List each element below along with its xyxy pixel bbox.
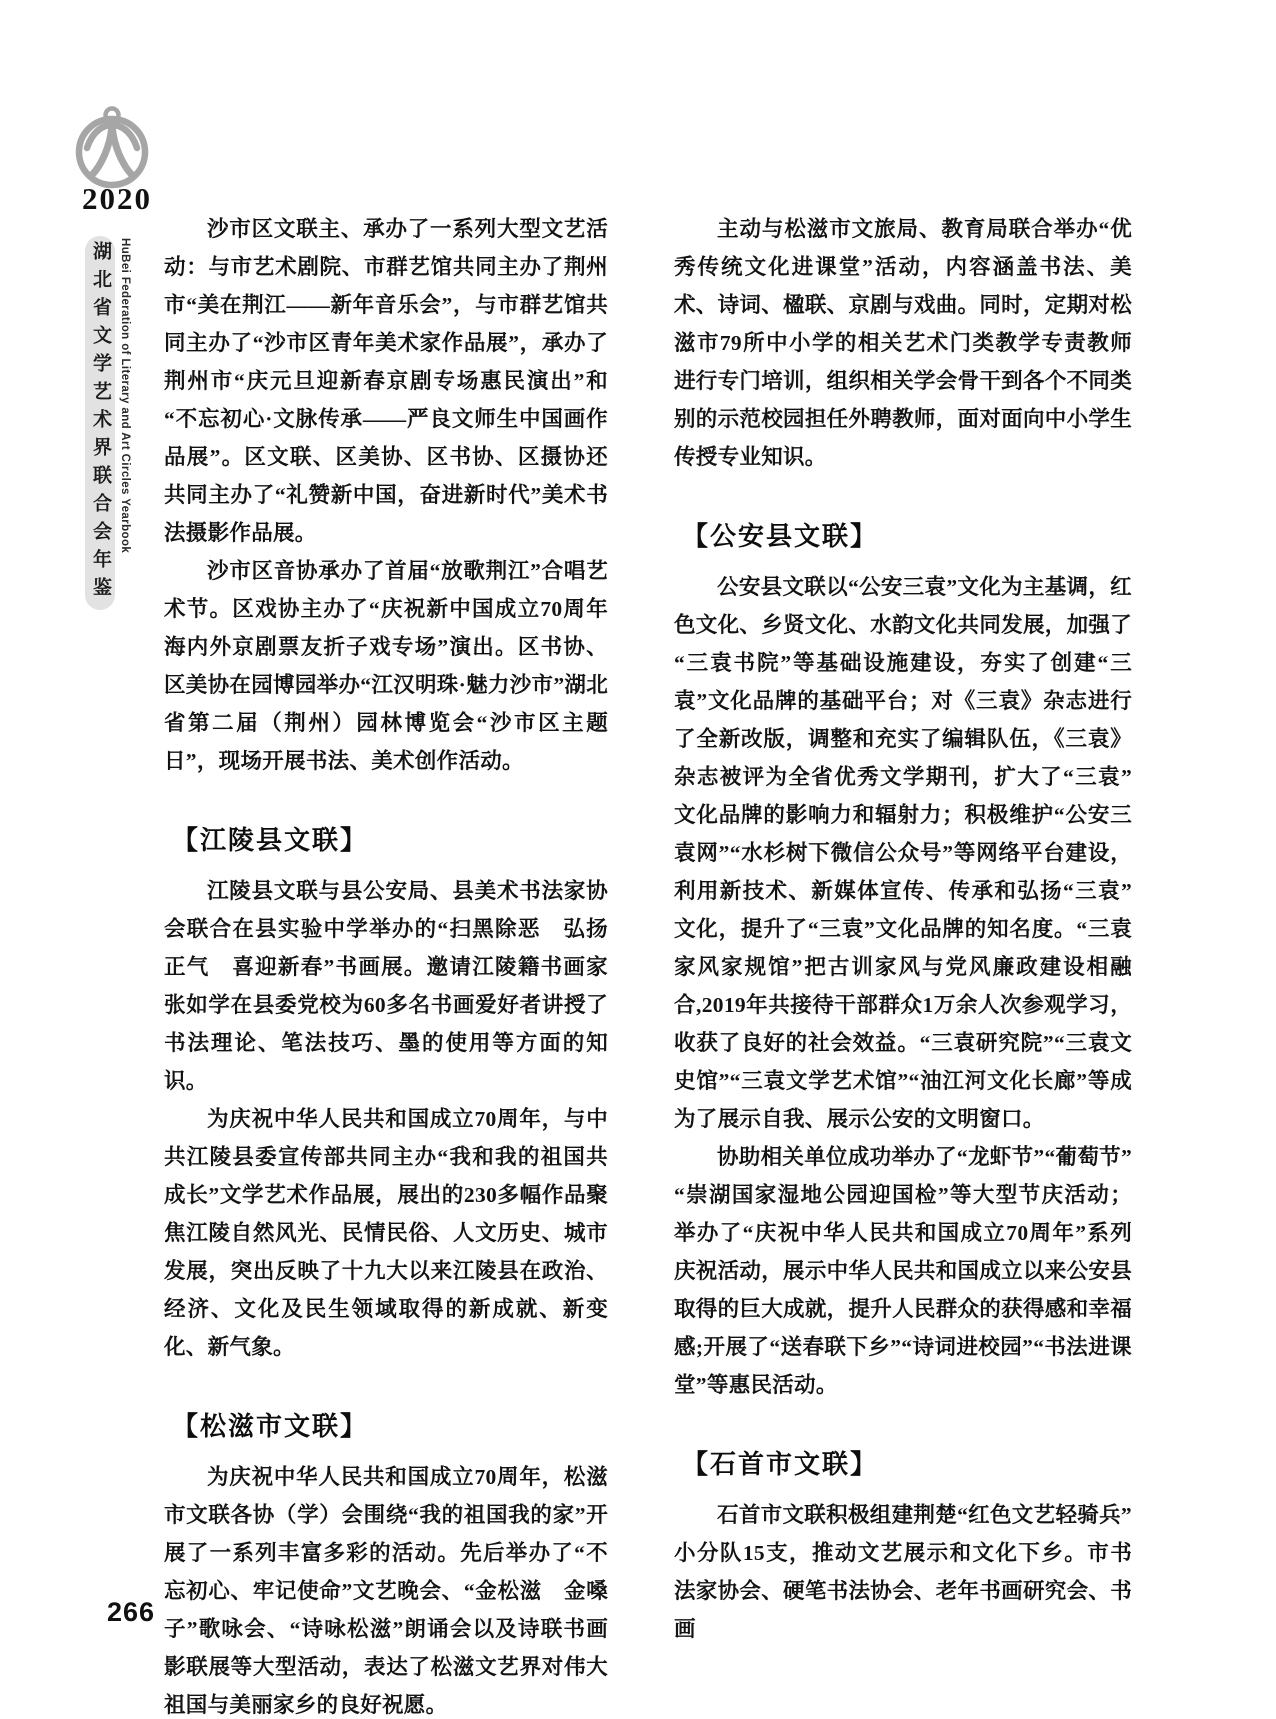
body-paragraph: 公安县文联以“公安三袁”文化为主基调，红色文化、乡贤文化、水韵文化共同发展，加强了“三袁书院”等基础设施建设，夯实了创建“三袁”文化品牌的基础平台；对《三袁》杂志进行了全新改版，调整和充实了编辑队伍，《三袁》杂志被评为全省优秀文学期刊，扩大了“三袁”文化品牌的影响力和辐射力；积极维护“公安三袁网”“水杉树下微信公众号”等网络平台建设，利用新技术、新媒体宣传、传承和弘扬“三袁”文化，提升了“三袁”文化品牌的知名度。“三袁家风家规馆”把古训家风与党风廉政建设相融合,2019年共接待干部群众1万余人次参观学习，收获了良好的社会效益。“三袁研究院”“三袁文史馆”“三袁文学艺术馆”“油江河文化长廊”等成为了展示自我、展示公安的文明窗口。	[674, 575, 1132, 1131]
body-paragraph: 协助相关单位成功举办了“龙虾节”“葡萄节”“崇湖国家湿地公园迎国检”等大型节庆活动；举办了“庆祝中华人民共和国成立70周年”系列庆祝活动，展示中华人民共和国成立以来公安县取得的巨大成就，提升人民群众的获得感和幸福感;开展了“送春联下乡”“诗词进校园”“书法进课堂”等惠民活动。	[674, 1145, 1132, 1397]
body-paragraph: 石首市文联积极组建荆楚“红色文艺轻骑兵”小分队15支，推动文艺展示和文化下乡。市书法家协会、硬笔书法协会、老年书画研究会、书画	[674, 1503, 1132, 1641]
sidebar-title-english: HuBei Federation of Literary and Art Circles Yearbook	[119, 238, 131, 554]
page-number: 266	[107, 1597, 156, 1627]
sidebar-title-chinese: 湖北省文学艺术界联合会年鉴	[90, 241, 111, 605]
right-column	[674, 210, 1132, 1648]
section-heading-shishou: 【石首市文联】	[682, 1449, 879, 1479]
edition-year: 2020	[82, 181, 152, 216]
body-paragraph: 江陵县文联与县公安局、县美术书法家协会联合在县实验中学举办的“扫黑除恶 弘扬正气 喜迎新春”书画展。邀请江陵籍书画家张如学在县委党校为60多名书画爱好者讲授了书法理论、笔法技巧、墨的使用等方面的知识。	[164, 879, 608, 1093]
body-paragraph: 沙市区文联主、承办了一系列大型文艺活动：与市艺术剧院、市群艺馆共同主办了荆州市“美在荆江——新年音乐会”，与市群艺馆共同主办了“沙市区青年美术家作品展”，承办了荆州市“庆元旦迎新春京剧专场惠民演出”和“不忘初心·文脉传承——严良文师生中国画作品展”。区文联、区美协、区书协、区摄协还共同主办了“礼赞新中国，奋进新时代”美术书法摄影作品展。	[164, 217, 608, 545]
left-column	[164, 210, 608, 1719]
body-paragraph: 为庆祝中华人民共和国成立70周年，松滋市文联各协（学）会围绕“我的祖国我的家”开展了一系列丰富多彩的活动。先后举办了“不忘初心、牢记使命”文艺晚会、“金松滋 金嗓子”歌咏会、“诗咏松滋”朗诵会以及诗联书画影联展等大型活动，表达了松滋文艺界对伟大祖国与美丽家乡的良好祝愿。	[164, 1465, 608, 1717]
section-heading-gongan: 【公安县文联】	[682, 521, 879, 551]
section-heading-jiangling: 【江陵县文联】	[172, 825, 369, 855]
section-heading-songzi: 【松滋市文联】	[172, 1411, 369, 1441]
federation-logo-icon	[74, 103, 150, 191]
body-paragraph: 为庆祝中华人民共和国成立70周年，与中共江陵县委宣传部共同主办“我和我的祖国共成长”文学艺术作品展，展出的230多幅作品聚焦江陵自然风光、民情民俗、人文历史、城市发展，突出反映了十九大以来江陵县在政治、经济、文化及民生领域取得的新成就、新变化、新气象。	[164, 1107, 608, 1359]
body-paragraph: 沙市区音协承办了首届“放歌荆江”合唱艺术节。区戏协主办了“庆祝新中国成立70周年海内外京剧票友折子戏专场”演出。区书协、区美协在园博园举办“江汉明珠·魅力沙市”湖北省第二届（荆州）园林博览会“沙市区主题日”，现场开展书法、美术创作活动。	[164, 559, 608, 773]
body-paragraph: 主动与松滋市文旅局、教育局联合举办“优秀传统文化进课堂”活动，内容涵盖书法、美术、诗词、楹联、京剧与戏曲。同时，定期对松滋市79所中小学的相关艺术门类教学专责教师进行专门培训，组织相关学会骨干到各个不同类别的示范校园担任外聘教师，面对面向中小学生传授专业知识。	[674, 217, 1132, 469]
sidebar-title-pill	[85, 236, 115, 610]
